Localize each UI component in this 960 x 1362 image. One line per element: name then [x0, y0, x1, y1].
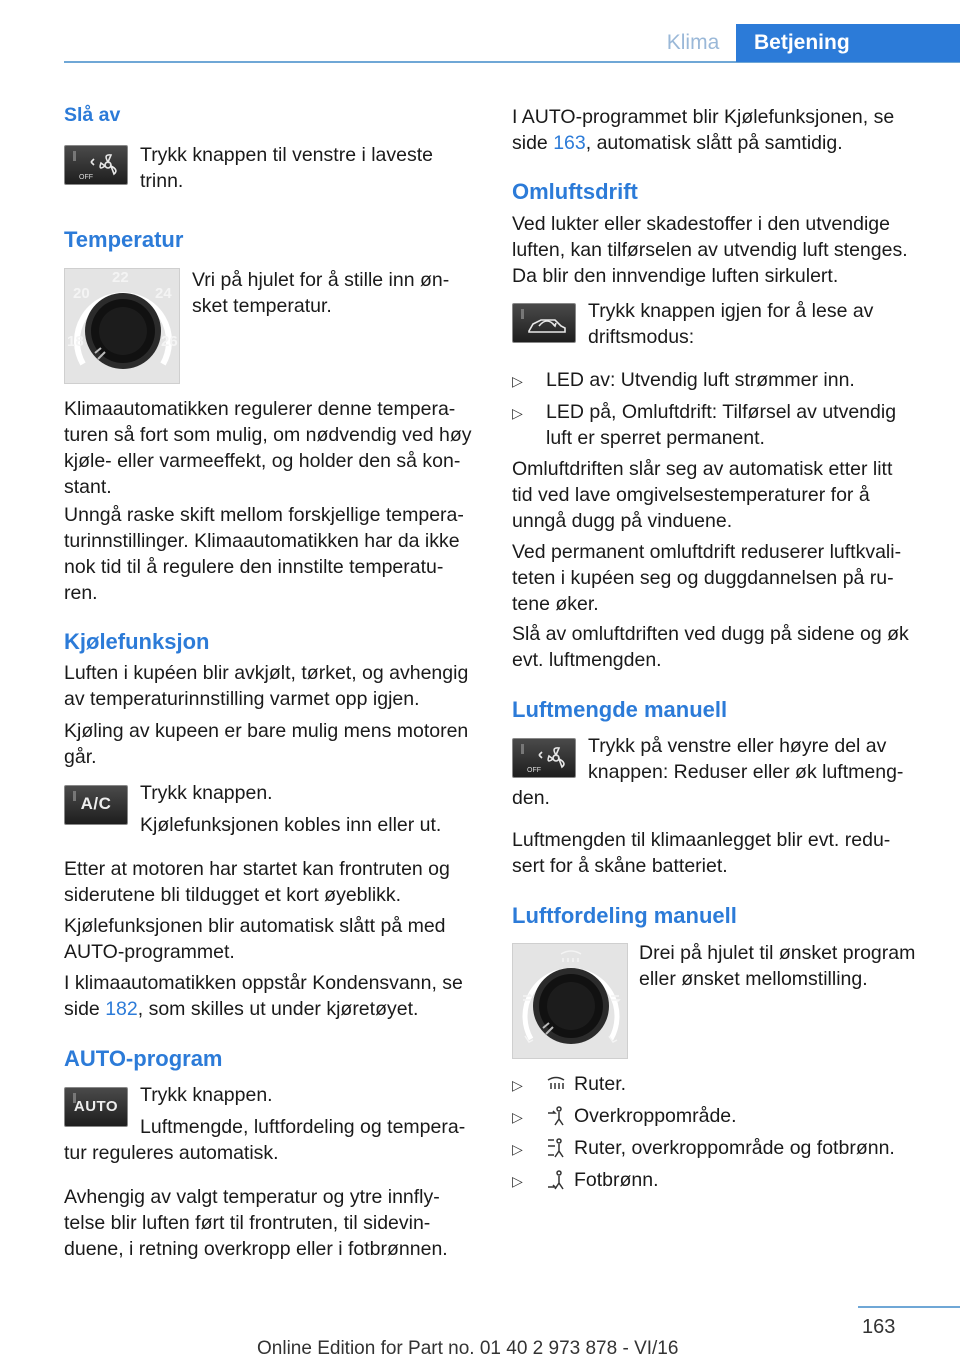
- bullet-icon: ▷: [512, 1077, 523, 1093]
- kjole-paragraph-1: Luften i kupéen blir avkjølt, tørket, og avhengig av temperaturinnstilling varmet opp igjen.: [64, 662, 469, 710]
- kjole-paragraph-5: I klimaautomatikken oppstår Kondensvann, se side 182, som skilles ut under kjøretøyet.: [64, 972, 463, 1020]
- windshield-icon: [546, 1074, 566, 1094]
- luftmengde-paragraph-2: Luftmengden til klimaanlegget blir evt. redu- sert for å skåne batteriet.: [512, 829, 891, 877]
- edition-text: Online Edition for Part no. 01 40 2 973 878 - VI/16: [257, 1338, 679, 1359]
- temp-tick-18: 18: [67, 333, 84, 350]
- luftfordeling-text: Drei på hjulet til ønsket program eller ønsket mellomstilling.: [639, 942, 916, 990]
- off-label: OFF: [79, 174, 93, 181]
- temperatur-text: Vri på hjulet for å stille inn øn- sket temperatur.: [192, 269, 450, 317]
- fan-off-button-image: [64, 145, 128, 185]
- temperature-dial-image: [64, 268, 180, 384]
- omluft-button-text: Trykk knappen igjen for å lese av driftsmodus:: [588, 300, 874, 348]
- heading-kjolefunksjon: Kjølefunksjon: [64, 629, 210, 654]
- off-label: OFF: [527, 767, 541, 774]
- temp-tick-22: 22: [112, 269, 129, 286]
- page-ref-182[interactable]: 182: [105, 998, 138, 1020]
- air-distribution-dial-image: [512, 943, 628, 1059]
- ac-text: Trykk knappen. Kjølefunksjonen kobles inn eller ut.: [140, 782, 442, 836]
- auto-text: Trykk knappen. Luftmengde, luftfordeling og tempera-: [140, 1084, 466, 1138]
- tab-klima[interactable]: Klima: [666, 31, 720, 54]
- airflow-button-image: [512, 738, 576, 778]
- temp-tick-24: 24: [155, 285, 172, 302]
- temperatur-paragraph-2: Unngå raske skift mellom forskjellige tempera- turinnstillinger. Klimaautomatikken har da ikke nok tid til å regulere den innstilte temperatu- ren.: [64, 504, 464, 604]
- bullet-icon: ▷: [512, 1109, 523, 1125]
- bullet-icon: ▷: [512, 1141, 523, 1157]
- luftfordeling-bullet-1: Ruter.: [574, 1073, 627, 1095]
- tab-betjening[interactable]: Betjening: [736, 24, 960, 62]
- upper-body-airflow-icon: [546, 1105, 566, 1127]
- auto-button-image: [64, 1087, 128, 1127]
- luftmengde-text: Trykk på venstre eller høyre del av knappen: Reduser eller øk luftmeng-: [588, 735, 904, 783]
- luftfordeling-bullet-2: Overkroppområde.: [574, 1105, 737, 1127]
- omluft-bullet-1: LED av: Utvendig luft strømmer inn.: [546, 369, 855, 391]
- heading-omluftsdrift: Omluftsdrift: [512, 179, 638, 204]
- page-ref-163[interactable]: 163: [553, 132, 586, 154]
- temp-tick-20: 20: [73, 285, 90, 302]
- fan-icon: [65, 146, 129, 186]
- auto-text-cont: tur reguleres automatisk.: [64, 1142, 279, 1164]
- auto-paragraph-2: Avhengig av valgt temperatur og ytre innfly- telse blir luften ført til frontruten, til sidevin- duene, i retning overkropp eller i fotbrønnen.: [64, 1186, 448, 1260]
- omluft-paragraph-1: Ved lukter eller skadestoffer i den utvendige luften, kan tilførselen av utvendig luft stenges. Da blir den innvendige luften sirkulert.: [512, 213, 908, 287]
- luftmengde-text-cont: den.: [512, 787, 550, 809]
- heading-luftmengde-manuell: Luftmengde manuell: [512, 697, 728, 722]
- luftfordeling-bullet-4: Fotbrønn.: [574, 1169, 659, 1191]
- kjole-paragraph-4: Kjølefunksjonen blir automatisk slått på med AUTO-programmet.: [64, 915, 446, 963]
- heading-auto-program: AUTO-program: [64, 1046, 223, 1071]
- omluft-bullet-2: LED på, Omluftdrift: Tilførsel av utvendig luft er sperret permanent.: [546, 401, 897, 449]
- heading-temperatur: Temperatur: [64, 227, 184, 252]
- recirculation-button-image: [512, 303, 576, 343]
- footwell-airflow-icon: [546, 1169, 566, 1191]
- kjole-paragraph-2: Kjøling av kupeen er bare mulig mens motoren går.: [64, 720, 469, 768]
- page-number: 163: [862, 1316, 896, 1338]
- car-recirculation-icon: [513, 304, 577, 344]
- sla-av-text: Trykk knappen til venstre i laveste trinn.: [140, 144, 433, 192]
- auto-label: AUTO: [73, 1098, 119, 1115]
- temp-tick-26: 26: [161, 333, 178, 350]
- kjole-paragraph-3: Etter at motoren har startet kan frontruten og siderutene bli tildugget et kort øyeblikk.: [64, 858, 450, 906]
- bullet-icon: ▷: [512, 1173, 523, 1189]
- luftfordeling-bullet-3: Ruter, overkroppområde og fotbrønn.: [574, 1137, 895, 1159]
- temperatur-paragraph-1: Klimaautomatikken regulerer denne tempera- turen så fort som mulig, om nødvendig ved høy kjøle- eller varmeeffekt, og holder den så kon- stant.: [64, 398, 472, 498]
- auto-continuation: I AUTO-programmet blir Kjølefunksjonen, se side 163, automatisk slått på samtidig.: [512, 106, 895, 154]
- omluft-paragraph-2: Omluftdriften slår seg av automatisk etter litt tid ved lave omgivelsestemperaturer for å unngå dugg på vinduene.: [512, 458, 893, 532]
- heading-sla-av: Slå av: [64, 104, 121, 126]
- bullet-icon: ▷: [512, 373, 523, 389]
- windshield-body-footwell-icon: [546, 1137, 566, 1159]
- ac-button-image: [64, 785, 128, 825]
- omluft-paragraph-3: Ved permanent omluftdrift reduserer luftkvali- teten i kupéen seg og duggdannelsen på ru- tene øker.: [512, 541, 902, 615]
- omluft-paragraph-4: Slå av omluftdriften ved dugg på sidene og øk evt. luftmengden.: [512, 623, 909, 671]
- fan-icon: [513, 739, 577, 779]
- ac-label: A/C: [80, 794, 112, 813]
- heading-luftfordeling-manuell: Luftfordeling manuell: [512, 903, 737, 928]
- bullet-icon: ▷: [512, 405, 523, 421]
- footer-rule: [858, 1306, 960, 1308]
